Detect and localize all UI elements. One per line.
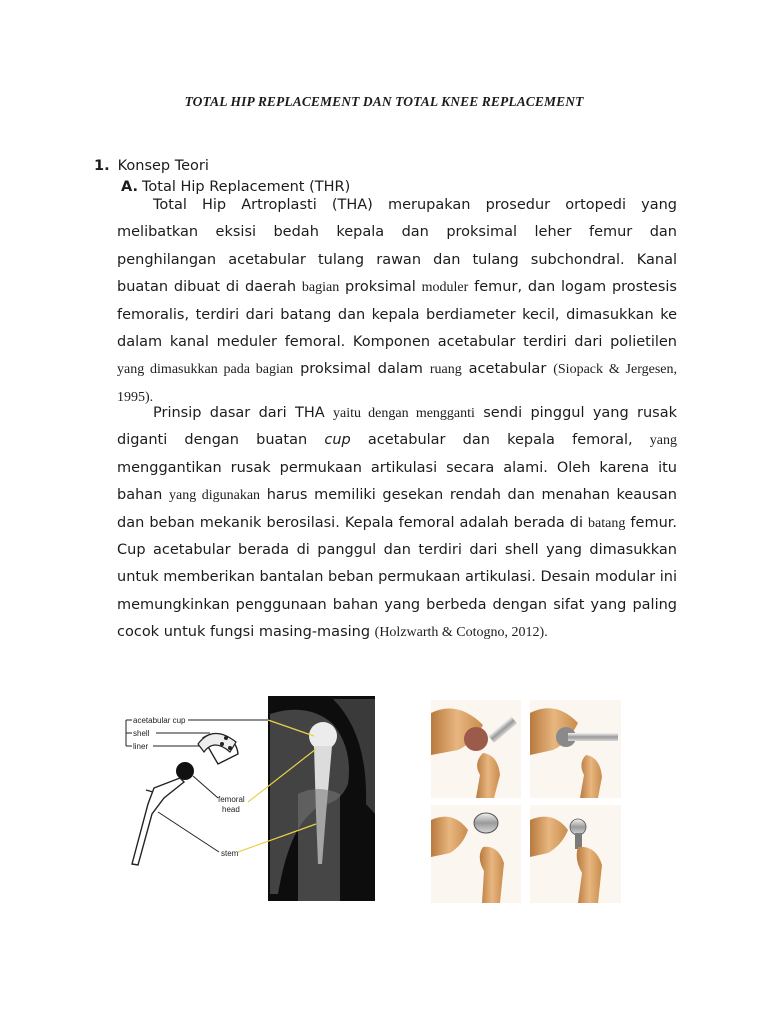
p2-text-4: cup (324, 432, 351, 449)
paragraph-2 (117, 400, 677, 647)
p1-text-1: Total Hip Artroplasti (THA) merupakan prosedur ortopedi yang melibatkan eksisi bedah kepala dan proksimal leher femur dan penghilangan acetabular tulang rawan dan tulang subchondral. Kanal buatan dibuat di daerah (117, 197, 677, 296)
subsection-label: Total Hip Replacement (THR) (142, 179, 351, 195)
hip-socket (464, 727, 488, 751)
surgical-steps-figure (428, 695, 624, 907)
p2-text-1: Prinsip dasar dari THA (153, 405, 333, 421)
label-femoral: femoral (218, 795, 245, 804)
subsection-letter: A. (121, 179, 138, 195)
impactor-tool (568, 733, 618, 741)
pointer-stem (158, 812, 219, 852)
p2-text-11: femur. Cup acetabular berada di panggul dan terdiri dari shell yang dimasukkan untuk memberikan bantalan beban permukaan artikulasi. Desain modular ini memungkinkan penggunaan bahan yang berbeda dengan sifat yang paling cocok untuk fungsi masing-masing (117, 514, 677, 641)
hip-implant-diagram (118, 694, 376, 902)
surgical-steps-illustration (428, 695, 624, 907)
p1-text-4: moduler (421, 280, 469, 296)
label-head: head (222, 805, 240, 814)
p2-citation: (Holzwarth & Cotogno, 2012). (374, 625, 548, 641)
p1-text-7: proksimal dalam (293, 361, 430, 378)
p1-text-3: proksimal (339, 279, 422, 296)
p2-text-7: menggantikan rusak permukaan artikulasi secara alami. Oleh karena itu bahan (117, 459, 677, 504)
step-3-panel (431, 805, 521, 903)
p1-text-2: bagian (301, 280, 340, 296)
p2-text-8: yang digunakan (169, 488, 261, 504)
cup-liner-component (474, 813, 498, 833)
step-2-panel (530, 700, 621, 798)
p2-text-3: sendi pinggul yang rusak diganti dengan buatan (117, 405, 677, 449)
p2-text-6: yang (649, 433, 677, 449)
step-1-panel (431, 700, 521, 798)
p2-text-9: harus memiliki gesekan rendah dan menahan keausan dan beban mekanik berosilasi. Kepala femoral adalah berada di (117, 487, 677, 531)
document-title: TOTAL HIP REPLACEMENT DAN TOTAL KNEE REPLACEMENT (184, 94, 584, 109)
p1-text-8: ruang (429, 362, 462, 378)
p2-text-2: yaitu dengan mengganti (332, 406, 475, 421)
p1-text-6: yang dimasukkan pada bagian (117, 362, 294, 378)
label-liner: liner (133, 742, 149, 751)
section-label: Konsep Teori (117, 158, 209, 174)
stem-collar (146, 790, 153, 792)
p2-text-5: acetabular dan kepala femoral, (350, 432, 650, 449)
shell-hole (220, 742, 224, 746)
femoral-stem (132, 778, 184, 865)
pointer-femoral-head (193, 776, 218, 798)
xray-femur (298, 789, 340, 901)
shell-hole (224, 736, 228, 740)
hip-implant-diagram-figure (118, 694, 376, 902)
label-acetabular-cup: acetabular cup (133, 716, 186, 725)
p1-text-5: femur, dan logam prostesis femoralis, terdiri dari batang dan kepala berdiameter kecil, dimasukkan ke dalam kanal meduler femoral. Komponen acetabular terdiri dari polietilen (117, 279, 677, 351)
label-shell: shell (133, 729, 150, 738)
section-heading (94, 158, 209, 174)
section-number: 1. (94, 158, 110, 174)
p1-text-9: acetabular (461, 361, 554, 378)
stem-neck (575, 833, 582, 849)
label-stem: stem (221, 849, 239, 858)
step-4-panel (530, 805, 621, 903)
femoral-head-ball (176, 762, 194, 780)
shell-hole (228, 746, 232, 750)
paragraph-1 (117, 192, 677, 411)
p2-text-10: batang (588, 515, 626, 531)
femoral-head-component (570, 819, 586, 835)
p1-citation: (Siopack & Jergesen, 1995). (117, 362, 678, 405)
